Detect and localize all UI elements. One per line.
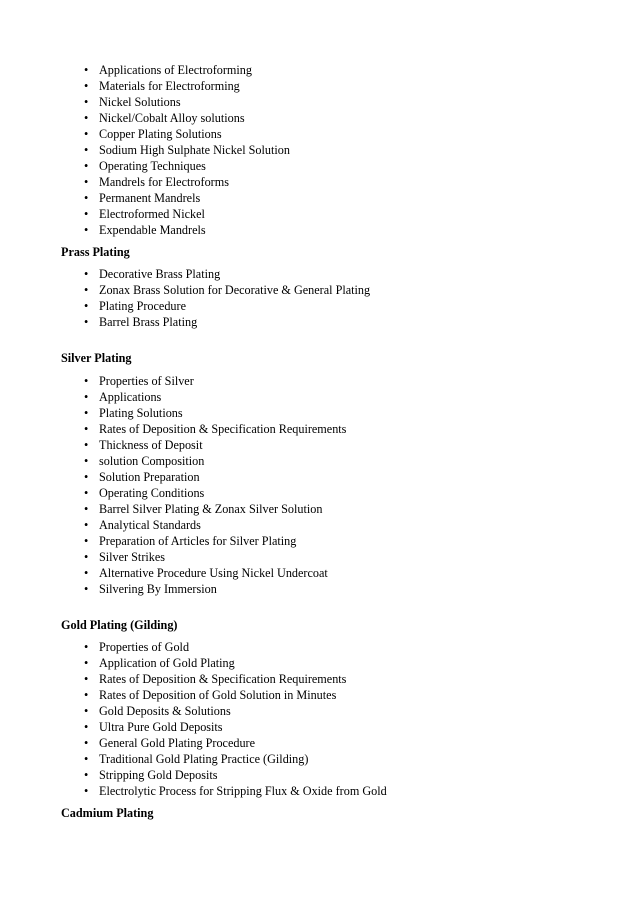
list-item: • Nickel/Cobalt Alloy solutions	[0, 110, 290, 126]
list-item: • Properties of Gold	[0, 639, 387, 655]
list-item: • Nickel Solutions	[0, 94, 290, 110]
list-item: • Stripping Gold Deposits	[0, 767, 387, 783]
list-item: • Properties of Silver	[0, 373, 346, 389]
list-item: • Rates of Deposition of Gold Solution in Minutes	[0, 687, 387, 703]
list-item: • Plating Procedure	[0, 298, 370, 314]
list-item: • Copper Plating Solutions	[0, 126, 290, 142]
list-item: • Preparation of Articles for Silver Plating	[0, 533, 346, 549]
silver-plating-list	[0, 373, 346, 597]
list-item: • Gold Deposits & Solutions	[0, 703, 387, 719]
list-item: • solution Composition	[0, 453, 346, 469]
list-item: • Decorative Brass Plating	[0, 266, 370, 282]
list-item: • Expendable Mandrels	[0, 222, 290, 238]
list-item: • Zonax Brass Solution for Decorative & General Plating	[0, 282, 370, 298]
list-item: • Silver Strikes	[0, 549, 346, 565]
list-item: • Operating Conditions	[0, 485, 346, 501]
list-item: • Barrel Brass Plating	[0, 314, 370, 330]
prass-plating-list	[0, 266, 370, 330]
list-item: • Operating Techniques	[0, 158, 290, 174]
list-item: • Electrolytic Process for Stripping Flux & Oxide from Gold	[0, 783, 387, 799]
list-item: • Applications	[0, 389, 346, 405]
list-item: • Thickness of Deposit	[0, 437, 346, 453]
list-item: • Rates of Deposition & Specification Requirements	[0, 671, 387, 687]
list-item: • Permanent Mandrels	[0, 190, 290, 206]
list-item: • Materials for Electroforming	[0, 78, 290, 94]
section-heading-silver-plating: Silver Plating	[61, 351, 132, 365]
list-item: • Electroformed Nickel	[0, 206, 290, 222]
list-item: • Silvering By Immersion	[0, 581, 346, 597]
list-item: • Alternative Procedure Using Nickel Undercoat	[0, 565, 346, 581]
list-item: • Barrel Silver Plating & Zonax Silver Solution	[0, 501, 346, 517]
list-item: • Rates of Deposition & Specification Requirements	[0, 421, 346, 437]
section-heading-gold-plating: Gold Plating (Gilding)	[61, 618, 178, 632]
electroforming-list	[0, 62, 290, 238]
list-item: • Ultra Pure Gold Deposits	[0, 719, 387, 735]
section-heading-prass-plating: Prass Plating	[61, 245, 130, 259]
list-item: • Sodium High Sulphate Nickel Solution	[0, 142, 290, 158]
gold-plating-list	[0, 639, 387, 799]
list-item: • Analytical Standards	[0, 517, 346, 533]
list-item: • Traditional Gold Plating Practice (Gilding)	[0, 751, 387, 767]
section-heading-cadmium-plating: Cadmium Plating	[61, 806, 154, 820]
list-item: • Plating Solutions	[0, 405, 346, 421]
list-item: • Mandrels for Electroforms	[0, 174, 290, 190]
list-item: • Applications of Electroforming	[0, 62, 290, 78]
list-item: • General Gold Plating Procedure	[0, 735, 387, 751]
list-item: • Solution Preparation	[0, 469, 346, 485]
list-item: • Application of Gold Plating	[0, 655, 387, 671]
